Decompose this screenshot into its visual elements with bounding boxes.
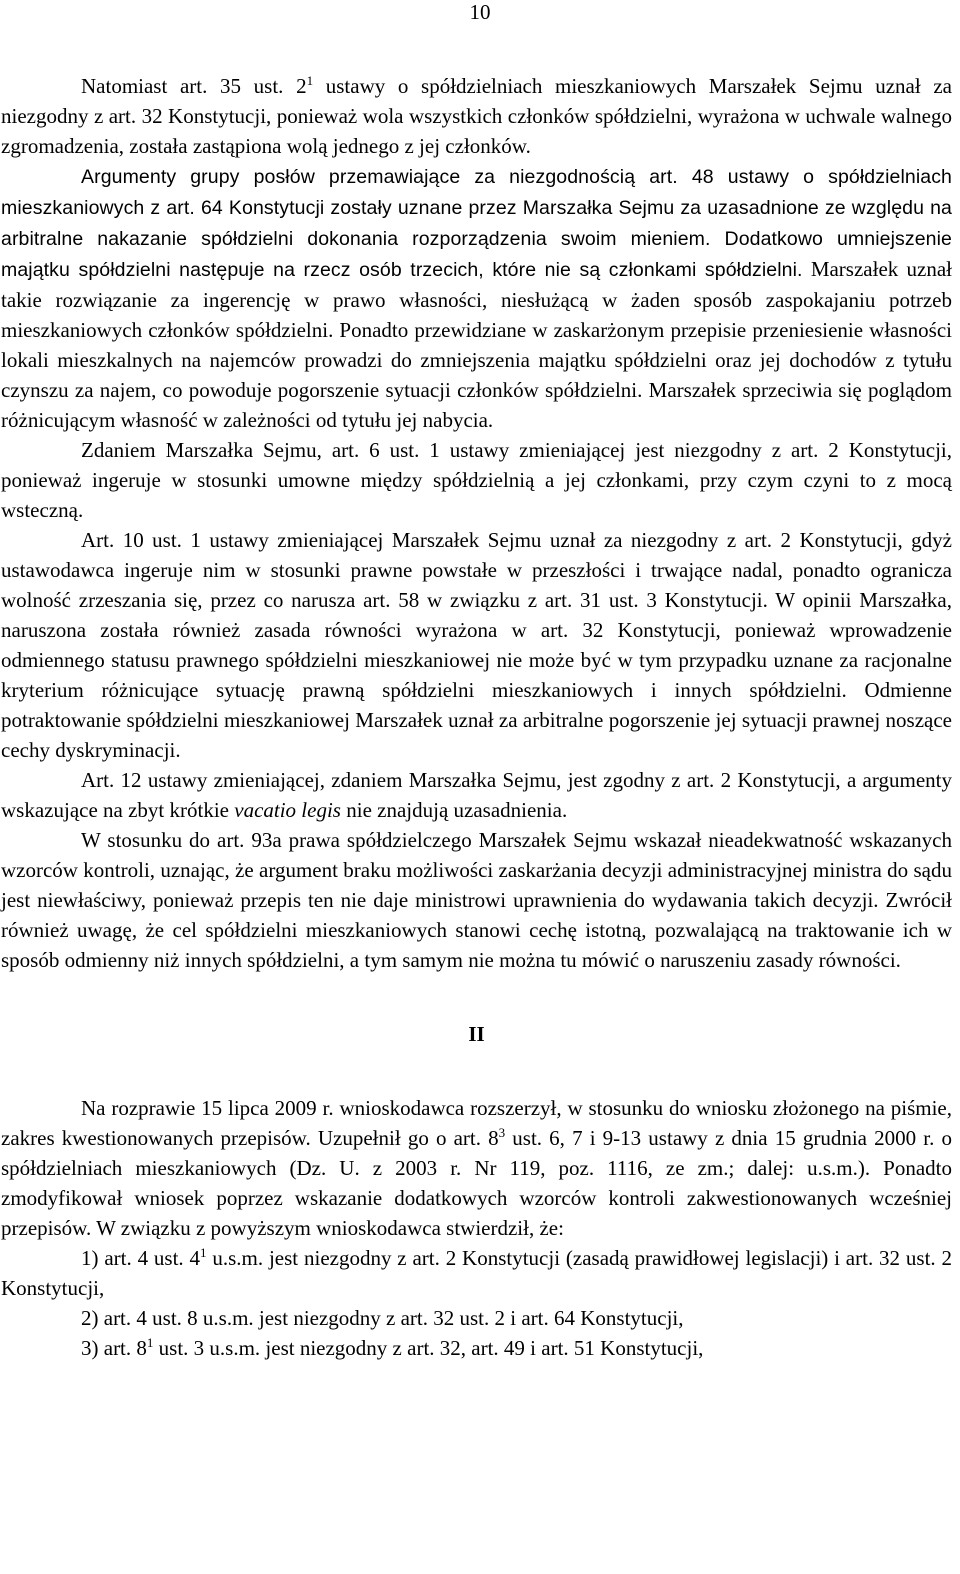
list-item	[1, 1243, 952, 1303]
paragraph-text: ustawy o spółdzielniach mieszkaniowych Marszałek Sejmu uznał za niezgodny z art. 32 Konstytucji, ponieważ wola wszystkich członków spółdzielni, wyrażona w uchwale walnego zgromadzenia, została zastąpiona wolą jednego z jej członków.	[1, 74, 952, 158]
paragraph	[1, 161, 952, 435]
list-item-text: 3) art. 8	[81, 1336, 147, 1360]
paragraph-text: Na rozprawie 15 lipca 2009 r. wnioskodawca rozszerzył, w stosunku do wniosku złożonego na piśmie, zakres kwestionowanych przepisów. Uzupełnił go o art. 8	[1, 1096, 952, 1150]
paragraph	[1, 71, 952, 161]
paragraph-text: Marszałek uznał takie rozwiązanie za ingerencję w prawo własności, niesłużącą w żaden sposób zaspokajaniu potrzeb mieszkaniowych członków spółdzielni. Ponadto przewidziane w zaskarżonym przepisie przeniesienie własności lokali mieszkalnych na najemców prowadzi do zmniejszenia majątku spółdzielni oraz jej dochodów z tytułu czynszu za najem, co powoduje pogorszenie sytuacji członków spółdzielni. Marszałek sprzeciwia się poglądom różnicującym własność w zależności od tytułu jej nabycia.	[1, 257, 952, 432]
superscript: 1	[306, 73, 314, 88]
list-item-text: ust. 3 u.s.m. jest niezgodny z art. 32, art. 49 i art. 51 Konstytucji,	[153, 1336, 704, 1360]
paragraph: Zdaniem Marszałka Sejmu, art. 6 ust. 1 ustawy zmieniającej jest niezgodny z art. 2 Konstytucji, ponieważ ingeruje w stosunki umowne między spółdzielnią a jej członkami, przy czym czyni to z mocą wsteczną.	[1, 438, 952, 522]
superscript: 1	[200, 1245, 207, 1260]
paragraph: Art. 10 ust. 1 ustawy zmieniającej Marszałek Sejmu uznał za niezgodny z art. 2 Konstytucji, gdyż ustawodawca ingeruje nim w stosunki prawne powstałe w przeszłości i trwające nadal, ponadto ogranicza wolność zrzeszania się, przez co narusza art. 58 w związku z art. 31 ust. 3 Konstytucji. W opinii Marszałka, naruszona została również zasada równości wyrażona w art. 32 Konstytucji, ponieważ wprowadzenie odmiennego statusu prawnego spółdzielni mieszkaniowej nie może być w tym przypadku uznane za racjonalne kryterium różnicujące sytuację prawną spółdzielni mieszkaniowych i innych spółdzielni. Odmienne potraktowanie spółdzielni mieszkaniowej Marszałek uznał za arbitralne pogorszenie jej sytuacji prawnej noszące cechy dyskryminacji.	[1, 528, 952, 762]
list-item-text: 2) art. 4 ust. 8 u.s.m. jest niezgodny z art. 32 ust. 2 i art. 64 Konstytucji,	[81, 1306, 684, 1330]
superscript: 1	[146, 1335, 154, 1350]
page-number: 10	[469, 0, 491, 24]
paragraph: W stosunku do art. 93a prawa spółdzielczego Marszałek Sejmu wskazał nieadekwatność wskazanych wzorców kontroli, uznając, że argument braku możliwości zaskarżania decyzji administracyjnej ministra do sądu jest niewłaściwy, ponieważ przepis ten nie daje ministrowi uprawnienia do wydawania takich decyzji. Zwrócił również uwagę, że cel spółdzielni mieszkaniowych stanowi cechę istotną, pozwalającą na traktowanie ich w sposób odmienny niż innych spółdzielni, a tym samym nie można tu mówić o naruszeniu zasady równości.	[1, 828, 952, 972]
list-item-text: 1) art. 4 ust. 4	[81, 1246, 201, 1270]
list-item-text: u.s.m. jest niezgodny z art. 2 Konstytucji (zasadą prawidłowej legislacji) i art. 32 ust. 2 Konstytucji,	[1, 1246, 952, 1300]
paragraph-text: Natomiast art. 35 ust. 2	[81, 74, 307, 98]
superscript: 3	[498, 1125, 506, 1140]
list-item	[1, 1333, 952, 1363]
paragraph-text: ust. 6, 7 i 9-13 ustawy z dnia 15 grudnia 2000 r. o spółdzielniach mieszkaniowych (Dz. U. z 2003 r. Nr 119, poz. 1116, ze zm.; dalej: u.s.m.). Ponadto zmodyfikował wniosek poprzez wskazanie dodatkowych wzorców kontroli zakwestionowanych wcześniej przepisów. W związku z powyższym wnioskodawca stwierdził, że:	[1, 1126, 952, 1240]
list-item	[1, 1303, 952, 1333]
paragraph	[1, 765, 952, 825]
document-body	[1, 71, 952, 1363]
paragraph	[1, 1093, 952, 1243]
paragraph-text: Art. 12 ustawy zmieniającej, zdaniem Marszałka Sejmu, jest zgodny z art. 2 Konstytucji, a argumenty wskazujące na zbyt krótkie	[1, 768, 952, 822]
paragraph-text: nie znajdują uzasadnienia.	[340, 798, 568, 822]
paragraph-text: Argumenty grupy posłów przemawiające za niezgodnością art. 48 ustawy o spółdzielniach mieszkaniowych z art. 64 Konstytucji zostały uznane przez Marszałka Sejmu za uzasadnione ze względu na arbitralne nakazanie spółdzielni dokonania rozporządzenia swoim mieniem. Dodatkowo umniejszenie majątku spółdzielni następuje na rzecz osób trzecich, które nie są członkami spółdzielni.	[1, 166, 952, 281]
section-heading: II	[468, 1022, 485, 1046]
italic-term: vacatio legis	[234, 798, 341, 822]
